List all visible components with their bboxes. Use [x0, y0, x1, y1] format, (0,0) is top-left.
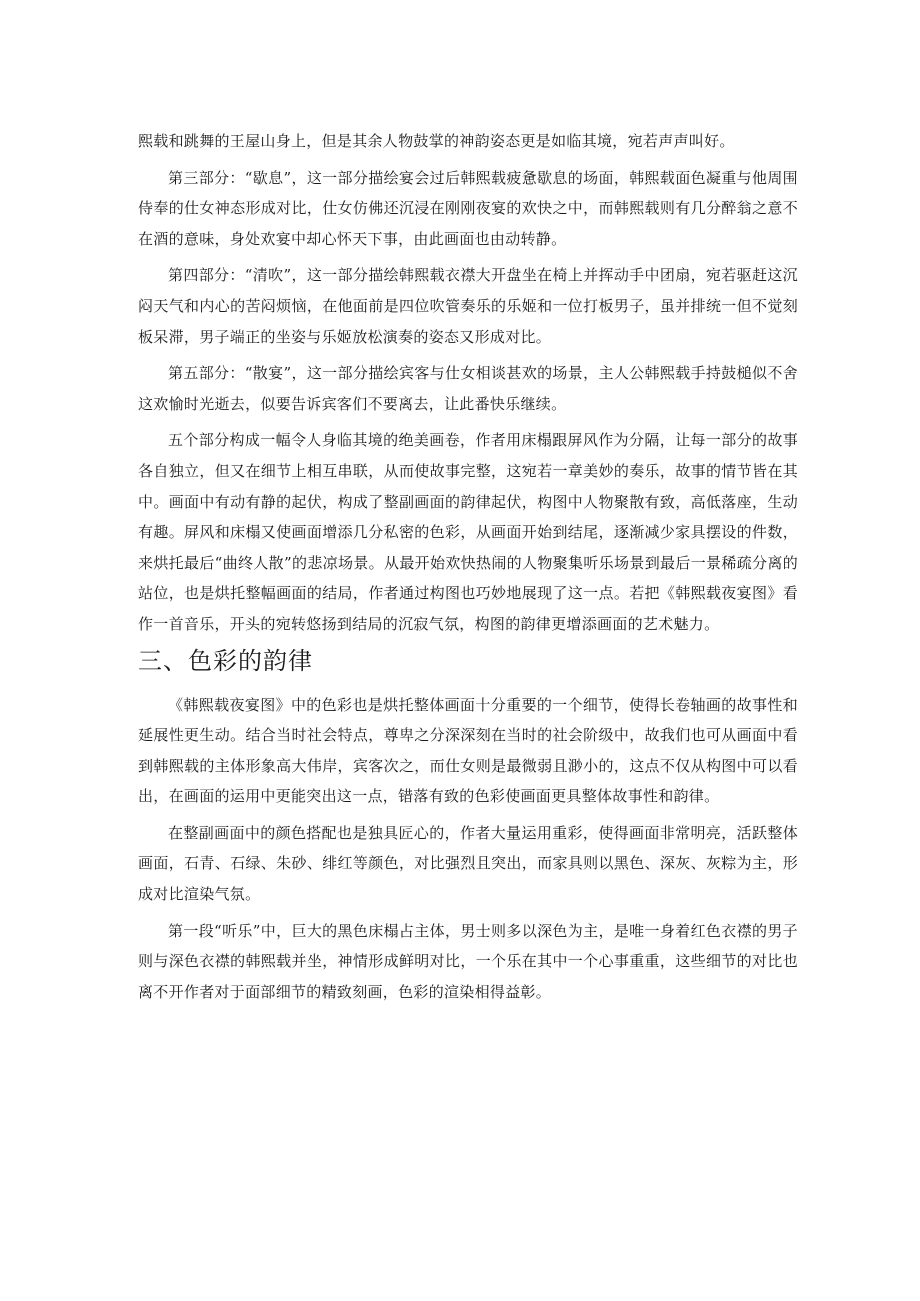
paragraph-color-intro: 《韩熙载夜宴图》中的色彩也是烘托整体画面十分重要的一个细节，使得长卷轴画的故事性和延展性更生动。结合当时社会特点，尊卑之分深深刻在当时的社会阶级中，故我们也可从画面中看到韩熙载的主体形象高大伟岸，宾客次之，而仕女则是最微弱且渺小的，这点不仅从构图中可以看出，在画面的运用中更能突出这一点，错落有致的色彩使画面更具整体故事性和韵律。	[138, 695, 798, 806]
paragraph-part-three: 第三部分：“歇息”，这一部分描绘宴会过后韩熙载疲惫歇息的场面，韩熙载面色凝重与他周围侍奉的仕女神态形成对比，仕女仿佛还沉浸在刚刚夜宴的欢快之中，而韩熙载则有几分醉翁之意不在酒的意味，身处欢宴中却心怀天下事，由此画面也由动转静。	[138, 168, 798, 248]
paragraph-composition-summary: 五个部分构成一幅令人身临其境的绝美画卷，作者用床榻跟屏风作为分隔，让每一部分的故事各自独立，但又在细节上相互串联，从而使故事完整，这宛若一章美妙的奏乐，故事的情节皆在其中。画面中有动有静的起伏，构成了整副画面的韵律起伏，构图中人物聚散有致，高低落座，生动有趣。屏风和床榻又使画面增添几分私密的色彩，从画面开始到结尾，逐渐减少家具摆设的件数，来烘托最后“曲终人散”的悲凉场景。从最开始欢快热闹的人物聚集听乐场景到最后一景稀疏分离的站位，也是烘托整幅画面的结局，作者通过构图也巧妙地展现了这一点。若把《韩熙载夜宴图》看作一首音乐，开头的宛转悠扬到结局的沉寂气氛，构图的韵律更增添画面的艺术魅力。	[138, 431, 798, 633]
paragraph-listening-music: 第一段“听乐”中，巨大的黑色床榻占主体，男士则多以深色为主，是唯一身着红色衣襟的男子则与深色衣襟的韩熙载并坐，神情形成鲜明对比，一个乐在其中一个心事重重，这些细节的对比也离不开作者对于面部细节的精致刻画，色彩的渲染相得益彰。	[138, 921, 798, 1001]
paragraph-part-four: 第四部分：“清吹”，这一部分描绘韩熙载衣襟大开盘坐在椅上并挥动手中团扇，宛若驱赶这沉闷天气和内心的苦闷烦恼，在他面前是四位吹管奏乐的乐姬和一位打板男子，虽并排统一但不觉刻板呆滞，男子端正的坐姿与乐姬放松演奏的姿态又形成对比。	[138, 266, 798, 346]
paragraph-part-five: 第五部分：“散宴”，这一部分描绘宾客与仕女相谈甚欢的场景，主人公韩熙载手持鼓槌似不舍这欢愉时光逝去，似要告诉宾客们不要离去，让此番快乐继续。	[138, 364, 798, 413]
continued-paragraph: 熙载和跳舞的王屋山身上，但是其余人物鼓掌的神韵姿态更是如临其境，宛若声声叫好。	[138, 132, 735, 150]
document-page	[138, 126, 798, 1013]
section-heading-color-rhythm: 三、色彩的韵律	[138, 646, 313, 675]
paragraph-color-palette: 在整副画面中的颜色搭配也是独具匠心的，作者大量运用重彩，使得画面非常明亮，活跃整体画面，石青、石绿、朱砂、绯红等颜色，对比强烈且突出，而家具则以黑色、深灰、灰粽为主，形成对比渲染气氛。	[138, 823, 798, 904]
